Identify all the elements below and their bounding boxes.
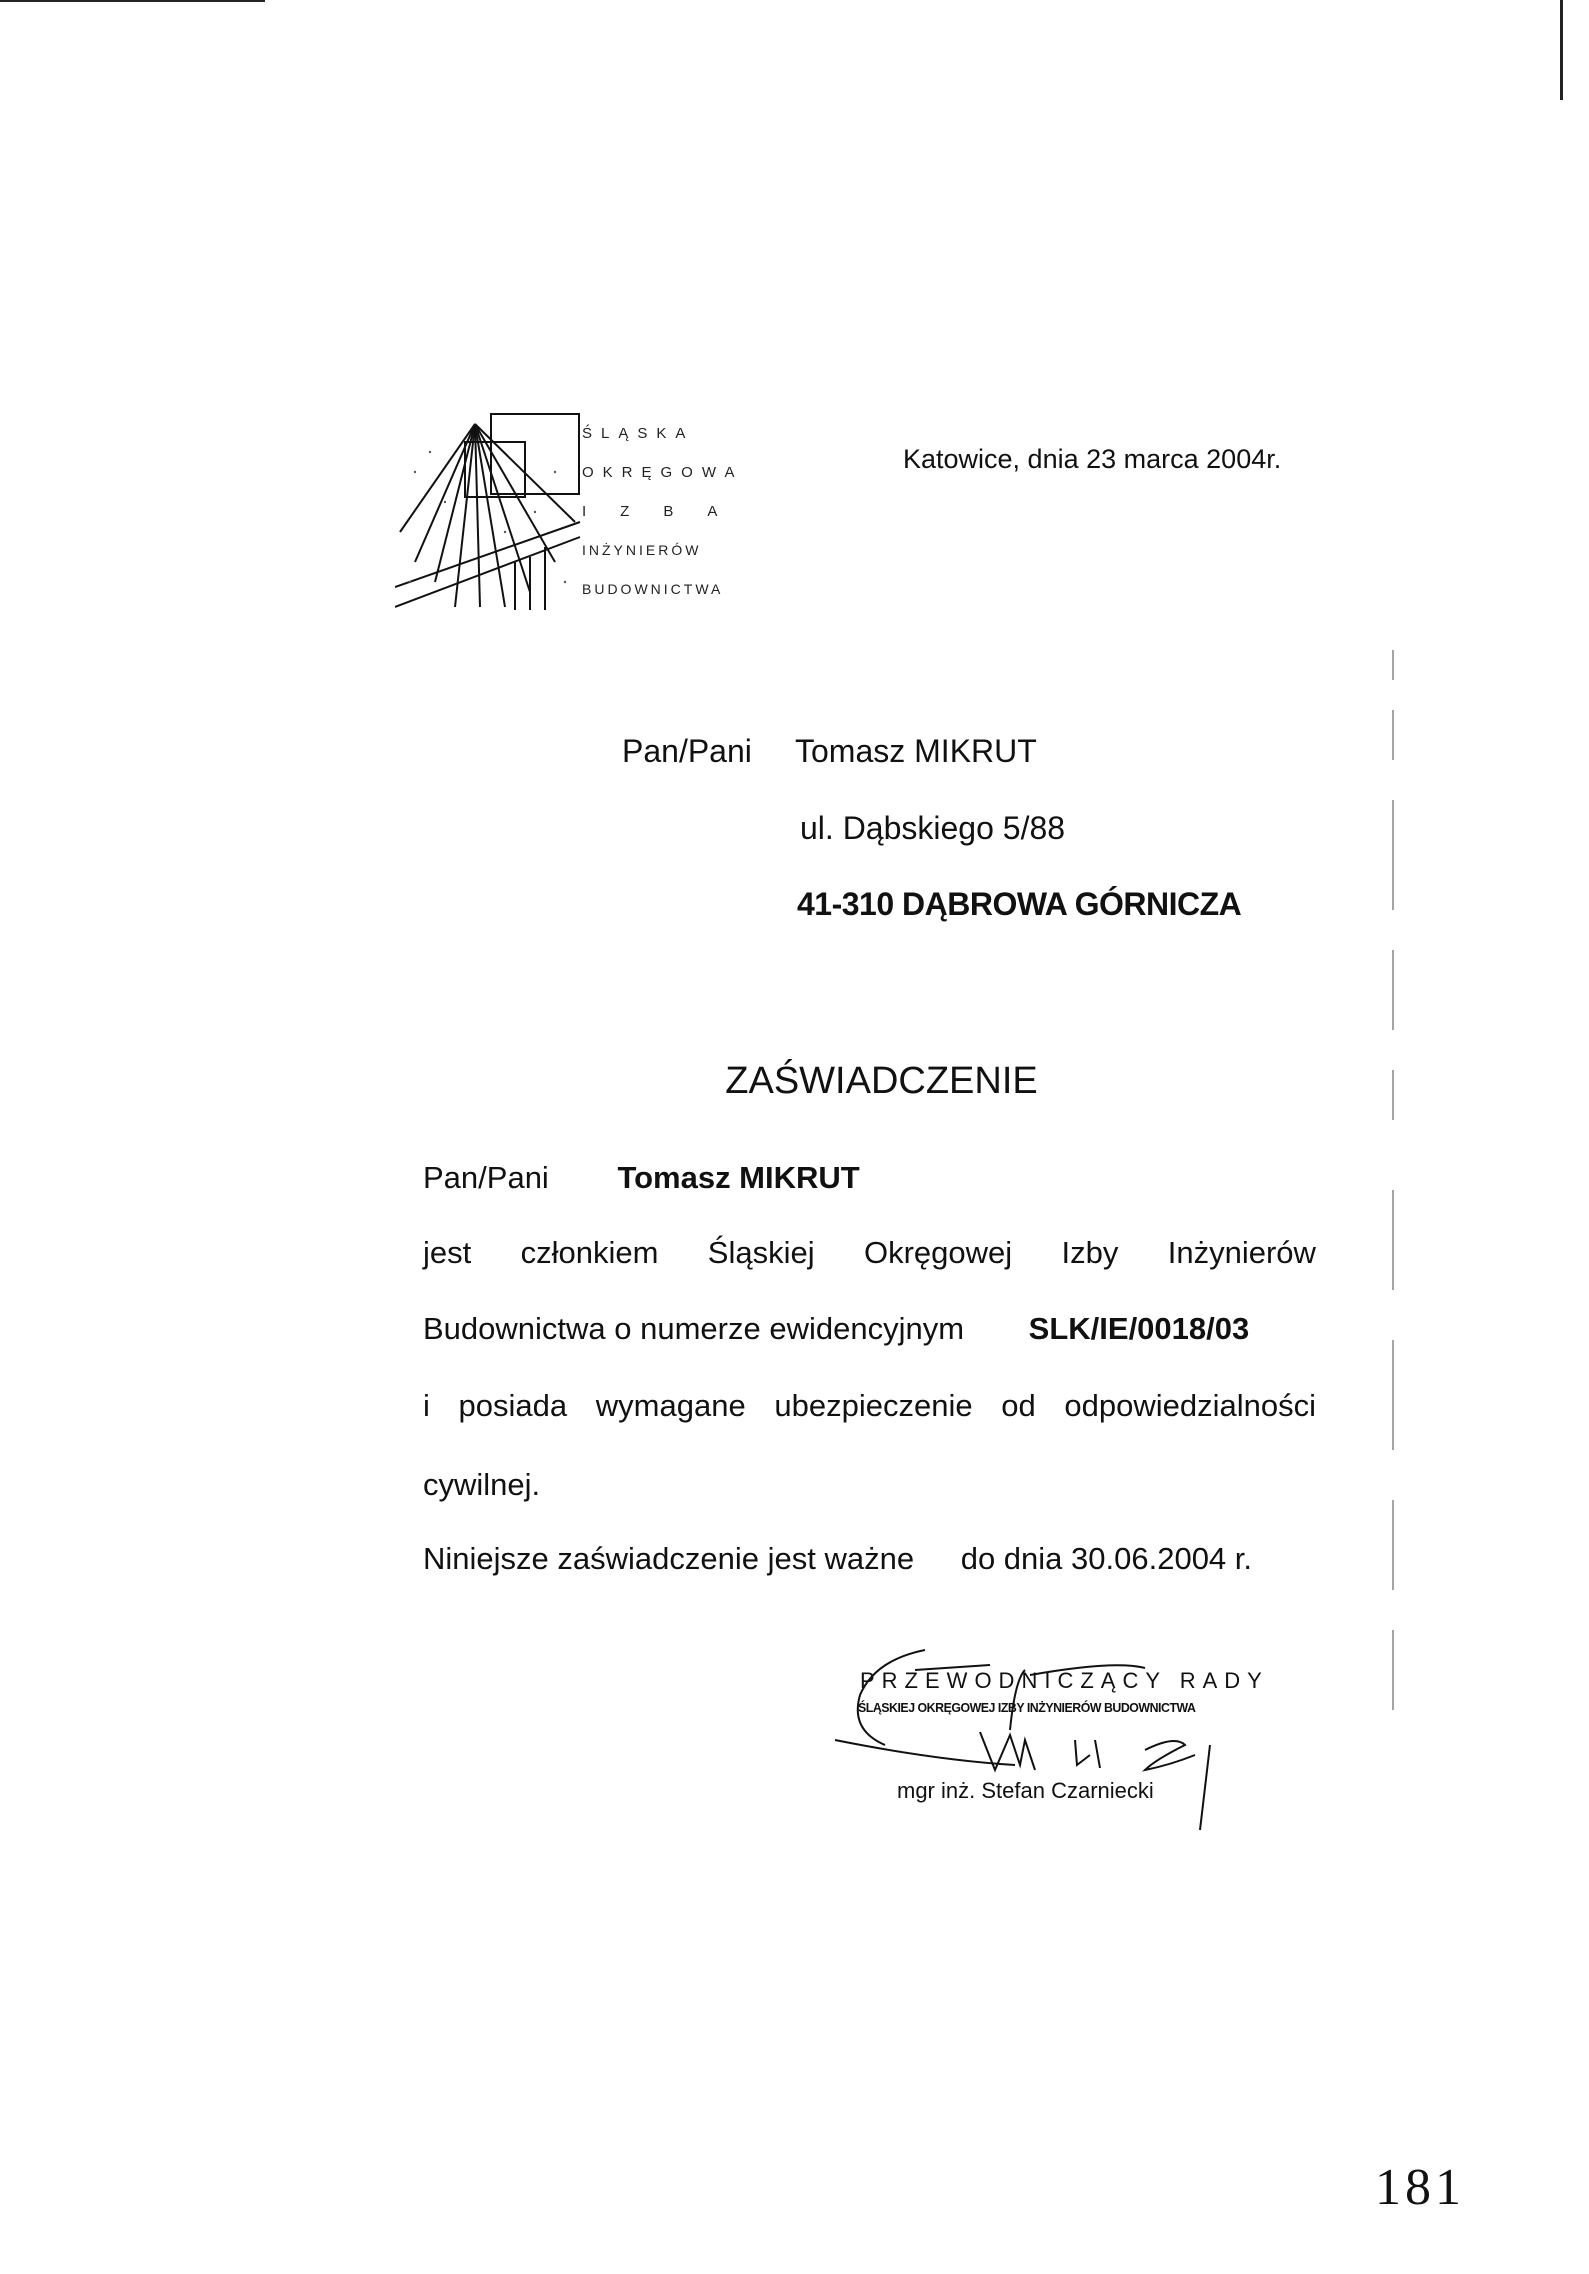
word: Izby <box>1061 1235 1119 1270</box>
certificate-body-line: cywilnej. <box>423 1467 541 1502</box>
validity-line <box>423 1541 1316 1577</box>
document-title: ZAŚWIADCZENIE <box>725 1060 1038 1102</box>
certificate-body-line <box>423 1388 1316 1424</box>
recipient-street: ul. Dąbskiego 5/88 <box>800 810 1066 846</box>
registration-text: Budownictwa o numerze ewidencyjnym <box>423 1311 965 1346</box>
certificate-body-line <box>423 1235 1316 1271</box>
document-date: Katowice, dnia 23 marca 2004r. <box>903 444 1282 474</box>
recipient-label: Pan/Pani <box>622 733 752 769</box>
word: Inżynierów <box>1167 1235 1316 1270</box>
salutation: Pan/Pani <box>423 1160 549 1195</box>
registration-number: SLK/IE/0018/03 <box>1028 1311 1250 1346</box>
word: Śląskiej <box>707 1235 815 1270</box>
word: posiada <box>458 1388 568 1423</box>
certified-person-name: Tomasz MIKRUT <box>617 1160 860 1195</box>
certificate-salutation-line <box>423 1160 1316 1196</box>
scan-edge-line <box>1560 0 1563 100</box>
recipient-city: 41-310 DĄBROWA GÓRNICZA <box>797 886 1242 922</box>
word: od <box>1001 1388 1036 1423</box>
signatory-name: mgr inż. Stefan Czarniecki <box>897 1778 1154 1803</box>
word: członkiem <box>520 1235 659 1270</box>
stamp-title: PRZEWODNICZĄCY RADY <box>860 1668 1269 1693</box>
stamp-subtitle: ŚLĄSKIEJ OKRĘGOWEJ IZBY INŻYNIERÓW BUDOWNICTWA <box>858 1700 1196 1715</box>
word: Okręgowej <box>863 1235 1013 1270</box>
validity-date: do dnia 30.06.2004 r. <box>960 1541 1253 1576</box>
chamber-logo-icon <box>395 412 585 612</box>
word: odpowiedzialności <box>1064 1388 1316 1423</box>
logo-line: BUDOWNICTWA <box>582 581 724 597</box>
logo-line: INŻYNIERÓW <box>582 542 702 558</box>
logo-line: OKRĘGOWA <box>582 464 744 481</box>
logo-line: IZBA <box>582 503 752 520</box>
word: ubezpieczenie <box>774 1388 973 1423</box>
validity-text: Niniejsze zaświadczenie jest ważne <box>423 1541 915 1576</box>
certificate-body-line <box>423 1311 1316 1347</box>
page-number: 181 <box>1375 2159 1465 2216</box>
word: i <box>423 1388 430 1423</box>
word: wymagane <box>595 1388 746 1423</box>
logo-line: ŚLĄSKA <box>582 425 695 442</box>
scan-edge-line <box>0 0 265 2</box>
word: jest <box>423 1235 472 1270</box>
recipient-name: Tomasz MIKRUT <box>795 733 1037 769</box>
logo-wordmark <box>582 414 751 609</box>
margin-annotation-strip <box>1385 650 1401 1710</box>
